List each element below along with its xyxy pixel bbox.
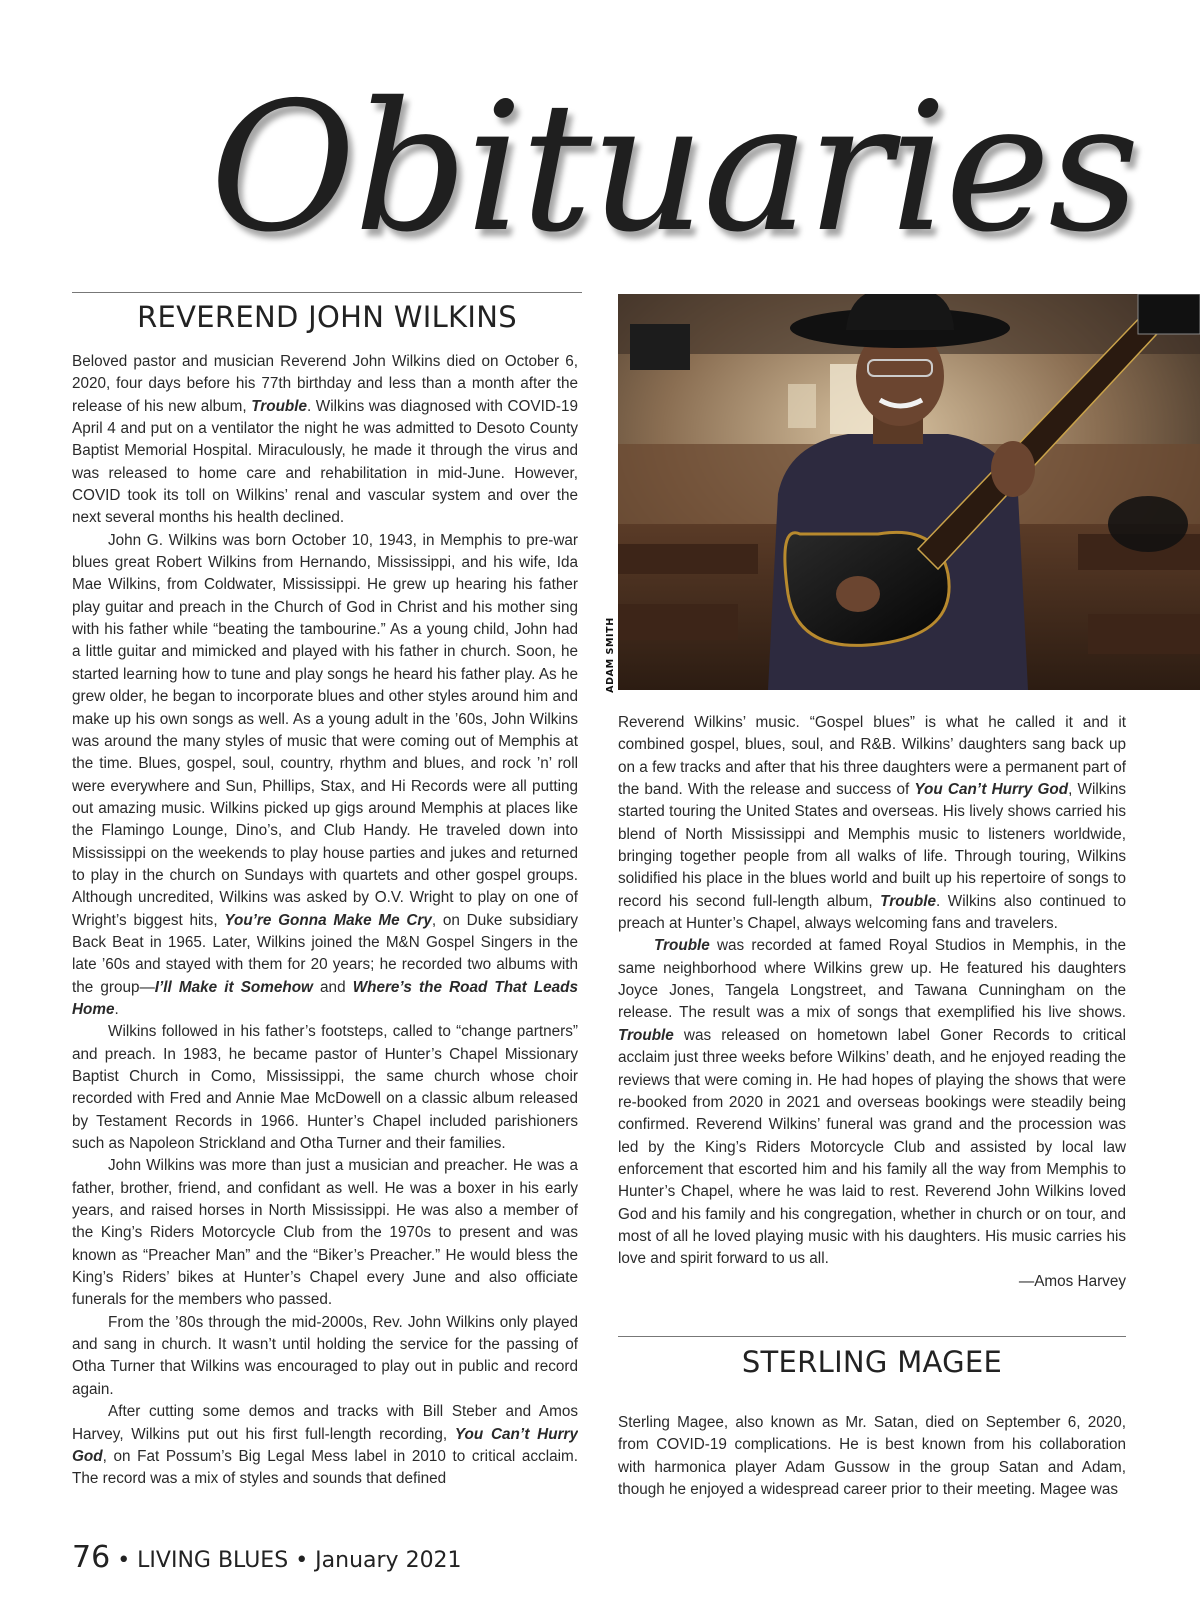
text-run: , on Duke subsidiary Back Beat in 1965. Later, Wilkins joined the M&N Gospel Singers in the late ’60s and stayed with them for 20 years; he recorded two albums with the group—: [72, 911, 578, 996]
text-run: was recorded at famed Royal Studios in Memphis, in the same neighborhood where Wilkins grew up. He featured his daughters Joyce Jones, Tangela Longstreet, and Tawana Cunningham on the release. The result was a mix of songs that exemplified his live shows.: [618, 937, 1126, 1022]
author-signature: —Amos Harvey: [1018, 1272, 1126, 1290]
paragraph: [72, 1401, 578, 1490]
heading-rule: [618, 1336, 1126, 1337]
text-run: From the ’80s through the mid-2000s, Rev. John Wilkins only played and sang in church. It wasn’t until holding the service for the passing of Otha Turner that Wilkins was encouraged to play out in public and record again.: [72, 1313, 578, 1398]
paragraph: [72, 1021, 578, 1155]
title-emphasis: Trouble: [251, 397, 308, 415]
paragraph: [618, 935, 1126, 1270]
title-emphasis: Trouble: [618, 1026, 674, 1044]
text-run: Wilkins followed in his father’s footsteps, called to “change partners” and preach. In 1983, he became pastor of Hunter’s Chapel Missionary Baptist Church in Como, Mississippi, the same church whose choir recorded with Fred and Annie Mae McDowell on a classic album released by Testament Records in 1966. Hunter’s Chapel included parishioners such as Napoleon Strickland and Otha Turner and their families.: [72, 1023, 578, 1153]
text-run: Reverend Wilkins’ music. “Gospel blues” is what he called it and it combined gospel, blues, soul, and R&B. Wilkins’ daughters sang back up on a few tracks and after that his three daughters were a permanent part of the band. With the release and success of: [618, 714, 1126, 799]
footer-bullet: •: [295, 1548, 309, 1573]
title-emphasis: You’re Gonna Make Me Cry: [224, 911, 432, 929]
text-run: was released on hometown label Goner Records to critical acclaim just three weeks before Wilkins’ death, and he enjoyed reading the reviews that were coming in. He had hopes of playing the shows that were re-booked from 2020 in 2021 and overseas bookings were steadily being confirmed. Reverend Wilkins’ funeral was grand and the procession was led by the King’s Riders Motorcycle Club and assisted by local law enforcement that escorted him and his family all the way from Memphis to Hunter’s Chapel, where he was laid to rest. Reverend John Wilkins loved God and his family and his congregation, whether in church or on tour, and most of all he loved playing music with his daughters. His music carries his love and spirit forward to us all.: [618, 1026, 1126, 1268]
photo-credit: ADAM SMITH: [604, 617, 616, 693]
article-body-magee: [618, 1412, 1126, 1504]
paragraph: [72, 530, 578, 1022]
text-run: After cutting some demos and tracks with Bill Steber and Amos Harvey, Wilkins put out his first full-length recording,: [72, 1403, 578, 1443]
text-run: and: [312, 978, 353, 996]
article-column-right: [618, 712, 1126, 1312]
musician-photo-illustration: [618, 294, 1200, 690]
heading-rule: [72, 292, 582, 293]
masthead-title: Obituaries: [210, 64, 1138, 271]
text-run: , on Fat Possum’s Big Legal Mess label in 2010 to critical acclaim. The record was a mix of styles and sounds that defined: [72, 1447, 578, 1488]
footer-bullet: •: [117, 1548, 131, 1573]
text-run: . Wilkins was diagnosed with COVID-19 April 4 and put on a ventilator the night he was admitted to Desoto County Baptist Memorial Hospital. Miraculously, he made it through the virus and was released to home care and rehabilitation in mid-June. However, COVID took its toll on Wilkins’ renal and vascular system and over the next several months his health declined.: [72, 397, 578, 527]
issue-date: January 2021: [315, 1548, 462, 1573]
page-number: 76: [72, 1540, 111, 1575]
text-run: . Wilkins also continued to preach at Hunter’s Chapel, always welcoming fans and travelers.: [618, 892, 1126, 933]
title-emphasis: You Can’t Hurry God: [72, 1425, 578, 1465]
paragraph: Sterling Magee, also known as Mr. Satan, died on September 6, 2020, from COVID-19 complications. He is best known from his collaboration with harmonica player Adam Gussow in the group Satan and Adam, though he enjoyed a widespread career prior to their meeting. Magee was: [618, 1414, 1126, 1499]
text-run: Beloved pastor and musician Reverend John Wilkins died on October 6, 2020, four days before his 77th birthday and less than a month after the release of his new album,: [72, 353, 578, 415]
article-heading-magee: STERLING MAGEE: [741, 1345, 1003, 1379]
text-run: , Wilkins started touring the United States and overseas. His lively shows carried his blend of North Mississippi and Memphis music to listeners worldwide, bringing together people from all walks of life. Through touring, Wilkins solidified his place in the blues world and built up his repertoire of songs to record his second full-length album,: [618, 781, 1126, 910]
paragraph: [72, 1312, 578, 1401]
paragraph: [72, 1155, 578, 1311]
article-column-left: [72, 351, 578, 1501]
magazine-name: LIVING BLUES: [137, 1548, 289, 1573]
photo-john-wilkins: [618, 294, 1200, 690]
text-run: John Wilkins was more than just a musician and preacher. He was a father, brother, friend, and confidant as well. He was a boxer in his early years, and raised horses in North Mississippi. He was also a member of the King’s Riders Motorcycle Club from the 1970s to present and was known as “Preacher Man” and the “Biker’s Preacher.” He would bless the King’s Riders’ bikes at Hunter’s Chapel every June and also officiate funerals for the members who passed.: [72, 1157, 578, 1309]
text-run: .: [114, 1000, 119, 1018]
title-emphasis: Where’s the Road That Leads Home: [72, 978, 578, 1018]
title-emphasis: Trouble: [880, 892, 936, 910]
text-run: John G. Wilkins was born October 10, 1943, in Memphis to pre-war blues great Robert Wilkins from Hernando, Mississippi, and his wife, Ida Mae Wilkins, from Coldwater, Mississippi. He grew up hearing his father play guitar and preach in the Church of God in Christ and his mother sing with his father while “beating the tambourine.” As a young child, John had a little guitar and mimicked and played with his father in church. Soon, he started learning how to tune and play songs he heard his father play. As he grew older, he began to incorporate blues and other styles around him and make up his own songs as well. As a young adult in the ’60s, John Wilkins was around the many styles of music that were coming out of Memphis at the time. Blues, gospel, soul, country, rhythm and blues, and rock ’n’ roll were everywhere and Sun, Phillips, Stax, and Hi Records were all putting out amazing music. Wilkins picked up gigs around Memphis at places like the Flamingo Lounge, Dino’s, and Club Handy. He traveled down into Mississippi on the weekends to play house parties and jukes and returned to play in the church on Sundays with quartets and other gospel groups. Although uncredited, Wilkins was asked by O.V. Wright to play on one of Wright’s biggest hits,: [72, 531, 578, 929]
title-emphasis: Trouble: [654, 937, 710, 955]
paragraph: [72, 351, 578, 530]
article-heading-wilkins: REVEREND JOHN WILKINS: [137, 300, 517, 334]
page-footer: [72, 1540, 592, 1575]
paragraph: [618, 712, 1126, 935]
title-emphasis: You Can’t Hurry God: [914, 781, 1069, 799]
title-emphasis: I’ll Make it Somehow: [154, 978, 313, 996]
